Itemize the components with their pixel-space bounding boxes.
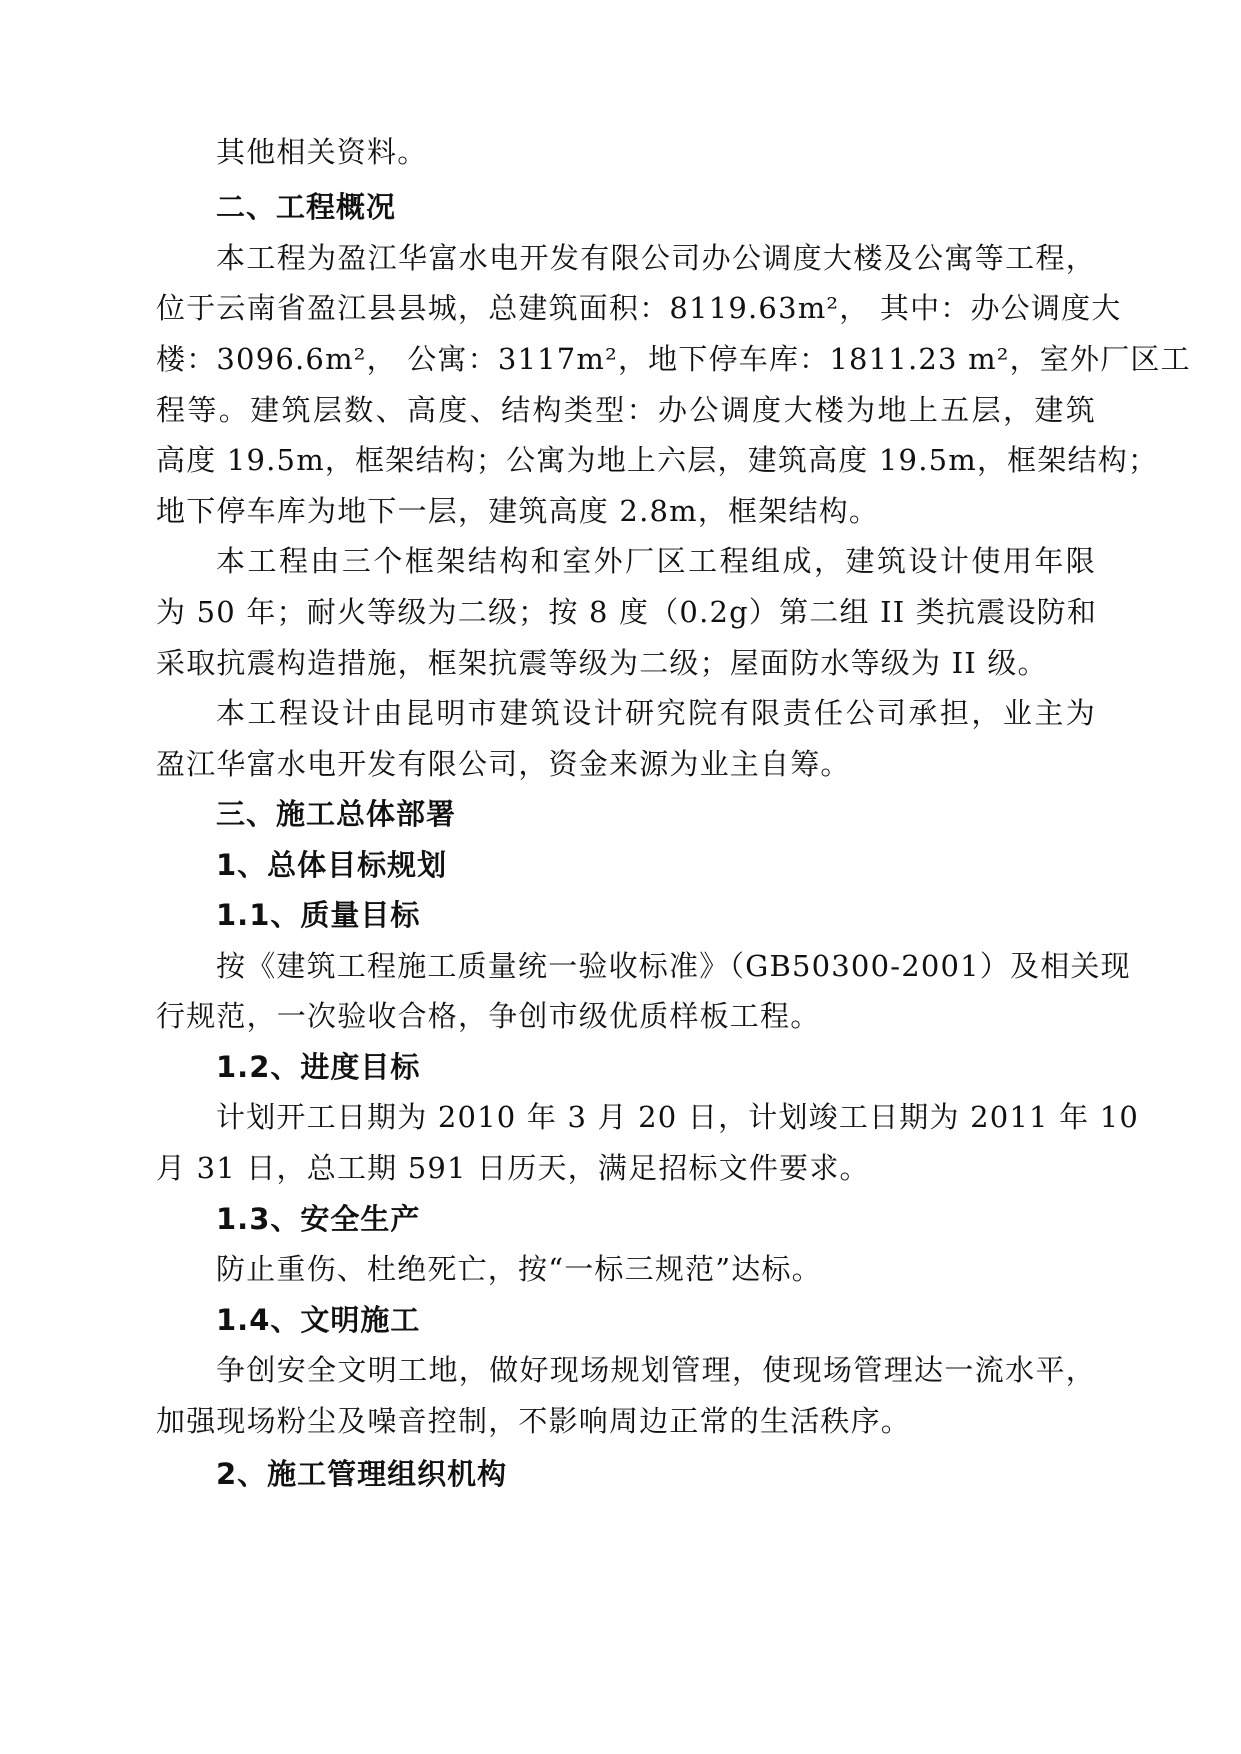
paragraph-line: 采取抗震构造措施，框架抗震等级为二级；屋面防水等级为 II 级。 (156, 646, 1048, 680)
paragraph-line: 行规范，一次验收合格，争创市级优质样板工程。 (156, 999, 821, 1033)
subsection-heading: 1.1、质量目标 (216, 898, 421, 932)
paragraph-line: 本工程为盈江华富水电开发有限公司办公调度大楼及公寓等工程， (216, 241, 1096, 275)
paragraph-line: 地下停车库为地下一层，建筑高度 2.8m，框架结构。 (156, 494, 880, 528)
paragraph-line: 本工程设计由昆明市建筑设计研究院有限责任公司承担，业主为 (216, 696, 1096, 730)
paragraph-line: 月 31 日，总工期 591 日历天，满足招标文件要求。 (156, 1151, 870, 1185)
subsection-heading: 1.4、文明施工 (216, 1303, 421, 1337)
paragraph-line: 盈江华富水电开发有限公司，资金来源为业主自筹。 (156, 747, 851, 781)
paragraph-line: 高度 19.5m，框架结构；公寓为地上六层，建筑高度 19.5m，框架结构； (156, 443, 1159, 477)
paragraph-line: 程等。建筑层数、高度、结构类型：办公调度大楼为地上五层，建筑 (156, 393, 1096, 427)
subsection-heading: 1、总体目标规划 (216, 848, 448, 882)
paragraph-line: 计划开工日期为 2010 年 3 月 20 日，计划竣工日期为 2011 年 10 (216, 1100, 1140, 1134)
paragraph-line: 位于云南省盈江县县城，总建筑面积：8119.63m²， 其中：办公调度大 (156, 291, 1122, 325)
paragraph-line: 为 50 年；耐火等级为二级；按 8 度（0.2g）第二组 II 类抗震设防和 (156, 595, 1098, 629)
paragraph-line: 按《建筑工程施工质量统一验收标准》（GB50300-2001）及相关现 (216, 949, 1131, 983)
paragraph-line: 楼：3096.6m²， 公寓：3117m²，地下停车库：1811.23 m²，室外厂区工 (156, 342, 1191, 376)
section-heading: 三、施工总体部署 (216, 797, 457, 831)
section-heading: 2、施工管理组织机构 (216, 1457, 508, 1491)
subsection-heading: 1.3、安全生产 (216, 1202, 421, 1236)
paragraph-line: 加强现场粉尘及噪音控制，不影响周边正常的生活秩序。 (156, 1404, 912, 1438)
paragraph-line: 其他相关资料。 (216, 135, 428, 169)
section-heading: 二、工程概况 (216, 190, 397, 224)
paragraph-line: 争创安全文明工地，做好现场规划管理，使现场管理达一流水平， (216, 1353, 1096, 1387)
paragraph-line: 防止重伤、杜绝死亡，按“一标三规范”达标。 (216, 1252, 822, 1286)
subsection-heading: 1.2、进度目标 (216, 1050, 421, 1084)
paragraph-line: 本工程由三个框架结构和室外厂区工程组成，建筑设计使用年限 (216, 544, 1096, 578)
